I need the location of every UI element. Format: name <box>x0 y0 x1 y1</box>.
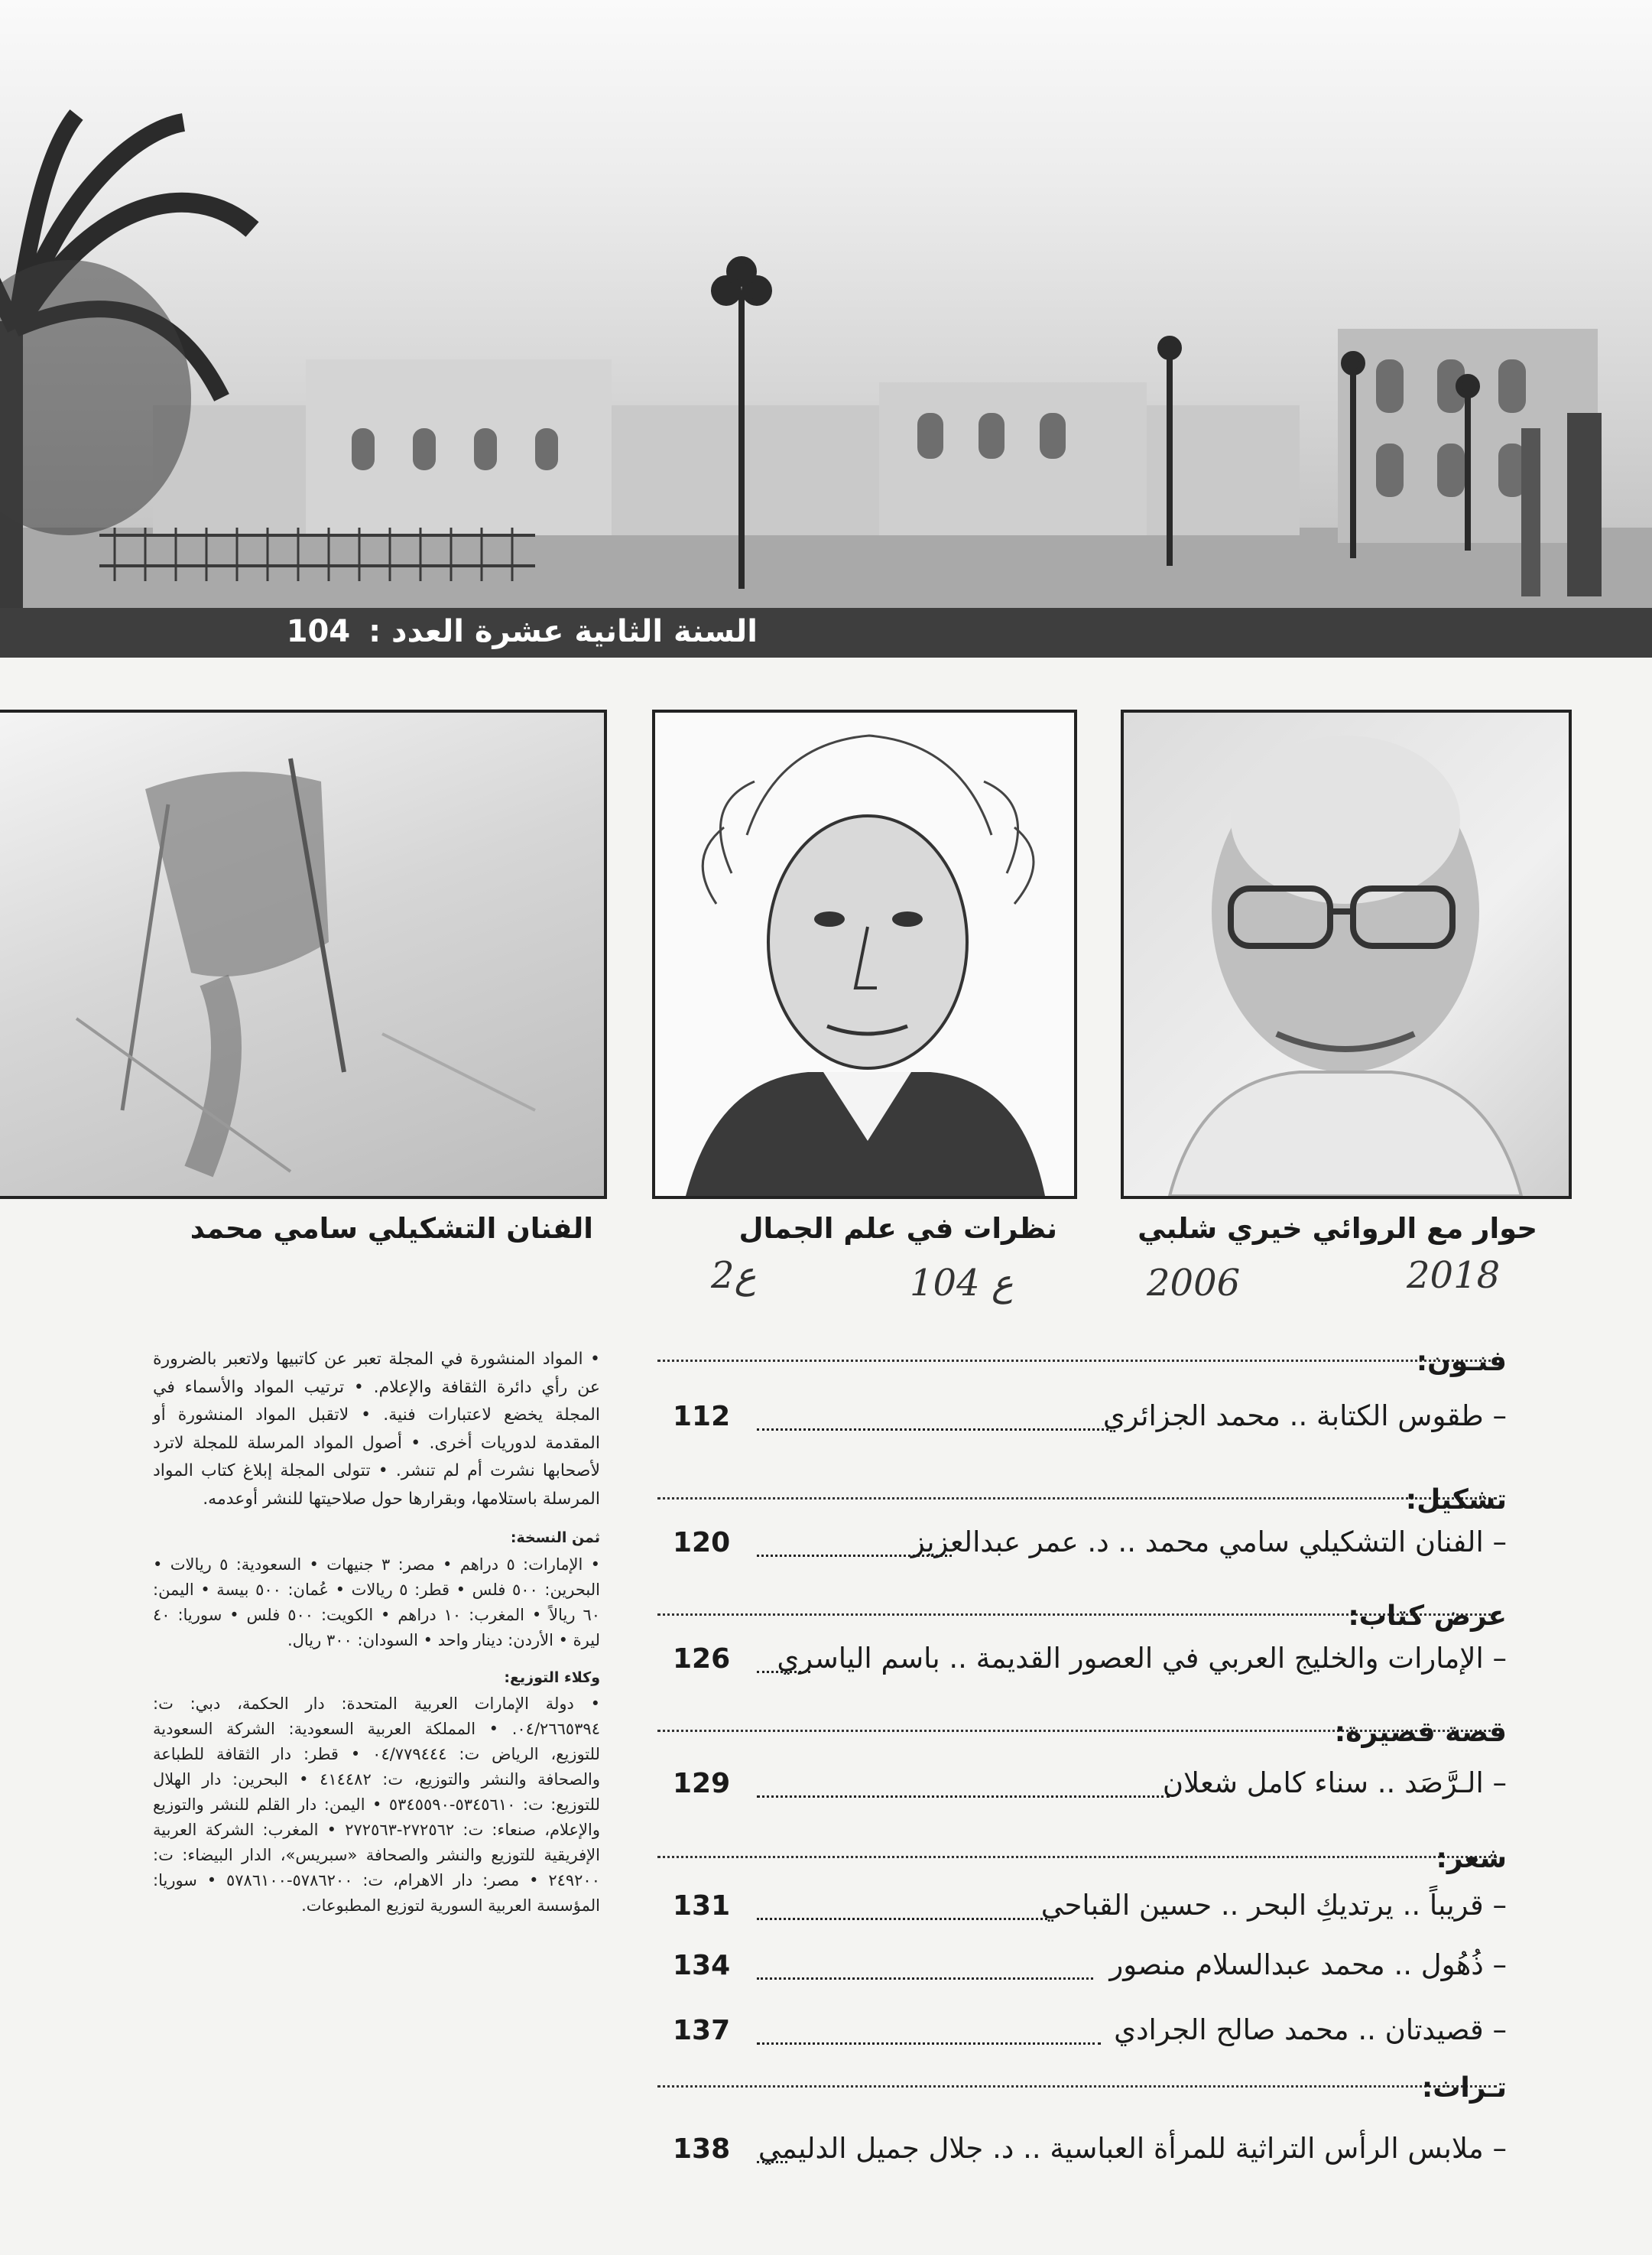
toc-entry-title: – قصيدتان .. محمد صالح الجرادي <box>1114 2013 1507 2046</box>
toc-entry-title: – الـرَّصَد .. سناء كامل شعلان <box>1162 1766 1507 1799</box>
leader-dots <box>757 2042 1101 2045</box>
disclaimer-text: • المواد المنشورة في المجلة تعبر عن كاتبيها ولاتعبر بالضرورة عن رأي دائرة الثقافة والإعلام. • ترتيب المواد والأسماء في المجلة يخضع لاعتبارات فنية. • لاتقبل المواد المنشورة أو المقدمة لدوريات أخرى. • أصول المواد المرسلة للمجلة لاترد لأصحابها نشرت أم لم تنشر. • تتولى المجلة إبلاغ كتاب المواد المرسلة باستلامها، وبقرارها حول صلاحيتها للنشر أوعدمه. <box>153 1350 600 1509</box>
toc-entry-title: – قريباً .. يرتديكِ البحر .. حسين القباحي <box>1040 1889 1507 1922</box>
section-rule <box>657 1360 1497 1362</box>
section-title-fine-art: تشكيل: <box>1405 1484 1507 1516</box>
leader-dots <box>757 1671 810 1673</box>
price-list: • الإمارات: ٥ دراهم • مصر: ٣ جنيهات • السعودية: ٥ ريالات • البحرين: ٥٠٠ فلس • قطر: ٥ ريالات • عُمان: ٥٠٠ بيسة • اليمن: ٦٠ ريالاً • المغرب: ١٠ دراهم • الكويت: ٥٠٠ فلس • سوريا: ٤٠ ليرة • الأردن: دينار واحد • السودان: ٣٠٠ ريال. <box>153 1555 601 1649</box>
leader-dots <box>757 1918 1047 1920</box>
section-title-short-story: قصة قصيرة: <box>1334 1717 1507 1748</box>
toc-page-number: 131 <box>673 1890 731 1922</box>
section-rule <box>657 1497 1497 1500</box>
toc-entry-title: – طقوس الكتابة .. محمد الجزائري <box>1102 1399 1507 1432</box>
editorial-notes <box>153 1346 600 1919</box>
section-title-heritage: تـراث: <box>1421 2072 1507 2104</box>
leader-dots <box>757 1555 952 1557</box>
section-title-poetry: شعر: <box>1436 1843 1507 1874</box>
caption-author-interview: حوار مع الروائي خيري شلبي <box>1138 1212 1537 1245</box>
toc-entry-title: – ملابس الرأس التراثية للمرأة العباسية .. د. جلال جميل الدليمي <box>758 2132 1507 2165</box>
section-rule <box>657 2085 1497 2088</box>
leader-dots <box>757 1795 1170 1798</box>
feature-photo-painting <box>0 710 607 1199</box>
leader-dots <box>757 2161 787 2163</box>
toc-page-number: 138 <box>673 2133 731 2165</box>
leader-dots <box>757 1977 1093 1980</box>
section-rule <box>657 1856 1497 1858</box>
toc-page-number: 126 <box>673 1643 731 1675</box>
caption-aesthetics: نظرات في علم الجمال <box>738 1212 1057 1245</box>
handwritten-year-2018: 2018 <box>1407 1254 1501 1297</box>
issue-label: السنة الثانية عشرة العدد : <box>368 614 758 649</box>
toc-page-number: 129 <box>673 1768 731 1799</box>
header-photo <box>0 0 1652 608</box>
toc-entry-title: – ذُهُول .. محمد عبدالسلام منصور <box>1109 1948 1507 1981</box>
section-title-book-review: عرض كتاب: <box>1348 1600 1507 1632</box>
author-portrait <box>1124 713 1569 1196</box>
issue-info <box>287 614 758 649</box>
agents-title: وكلاء التوزيع: <box>504 1669 600 1686</box>
toc-entry-title: – الفنان التشكيلي سامي محمد .. د. عمر عبدالعزيز <box>910 1526 1507 1558</box>
section-title-arts: فنـون: <box>1416 1346 1507 1377</box>
toc-page-number: 134 <box>673 1950 731 1981</box>
handwritten-mark: ع2 <box>711 1254 757 1297</box>
agents-list: • دولة الإمارات العربية المتحدة: دار الحكمة، دبي: ت: ٠٤/٢٦٦٥٣٩٤. • المملكة العربية السعودية: الشركة السعودية للتوزيع، الرياض ت: ٠٤/٧٧٩٤٤٤ • قطر: دار الثقافة للطباعة والصحافة والنشر والتوزيع، ت: ٤١٤٤٨٢ • البحرين: دار الهلال للتوزيع: ت: ٥٣٤٥٦١٠-٥٣٤٥٥٩٠ • اليمن: دار القلم للنشر والتوزيع والإعلام، صنعاء: ت: ٢٧٢٥٦٢-٢٧٢٥٦٣ • المغرب: الشركة العربية الإفريقية للتوزيع والنشر والصحافة «سبريس»، الدار البيضاء: ت: ٢٤٩٢٠٠ • مصر: دار الاهرام، ت: ٥٧٨٦٢٠٠-٥٧٨٦١٠٠ • سوريا: المؤسسة العربية السورية لتوزيع المطبوعات. <box>153 1694 600 1915</box>
abstract-painting <box>0 713 604 1196</box>
feature-photo-author <box>1121 710 1572 1199</box>
issue-bar <box>0 608 1652 658</box>
caption-painter: الفنان التشكيلي سامي محمد <box>190 1212 593 1245</box>
toc-page-number: 112 <box>673 1401 731 1432</box>
issue-number: 104 <box>286 614 351 649</box>
handwritten-year-2006: 2006 <box>1147 1262 1241 1305</box>
toc-entry-title: – الإمارات والخليج العربي في العصور القديمة .. باسم الياسري <box>777 1642 1507 1675</box>
handwritten-issue-number: ع 104 <box>910 1262 1014 1305</box>
toc-page-number: 137 <box>673 2015 731 2046</box>
leader-dots <box>757 1428 1108 1431</box>
price-title: ثمن النسخة: <box>510 1529 600 1546</box>
philosopher-engraving <box>655 713 1074 1196</box>
toc-page-number: 120 <box>673 1527 731 1558</box>
feature-photo-engraving <box>652 710 1077 1199</box>
palace-illustration <box>0 0 1652 608</box>
